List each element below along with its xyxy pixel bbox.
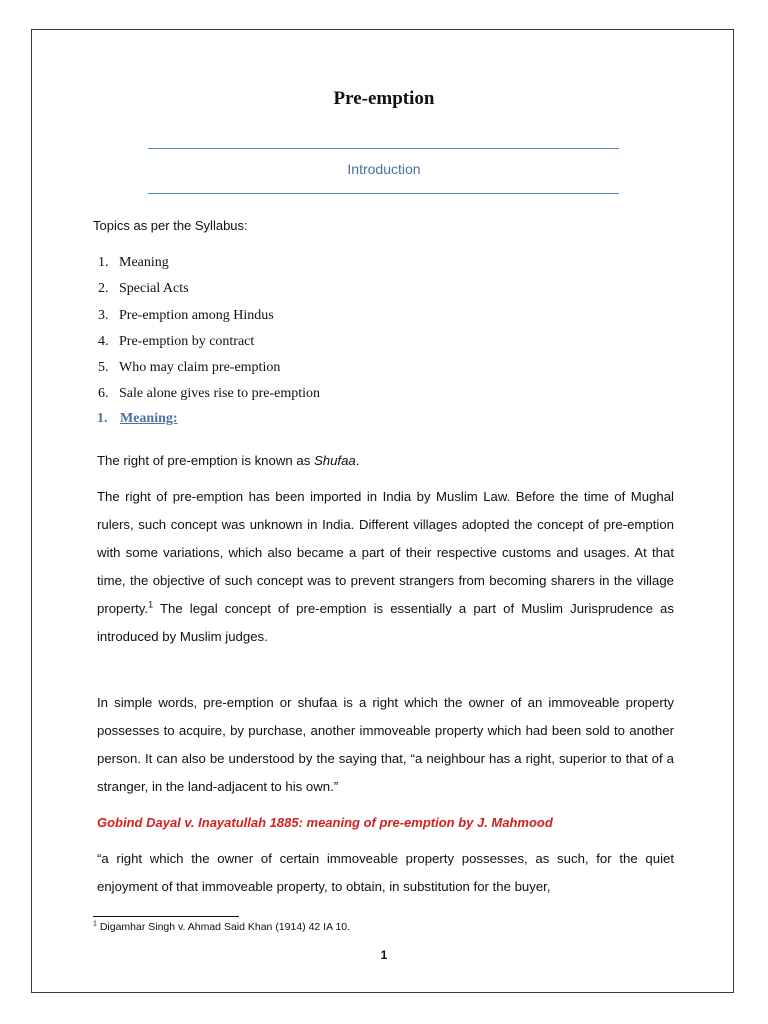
page-number: 1 xyxy=(380,948,388,962)
list-item xyxy=(98,384,320,410)
section-title-link[interactable]: Meaning: xyxy=(120,411,178,426)
paragraph-definition: In simple words, pre-emption or shufaa is a right which the owner of an immoveable property possesses to acquire, by purchase, another immoveable property which had been sold to another person. It can also be understood by the saying that, “a neighbour has a right, superior to that of a stranger, in the land-adjacent to his own.” xyxy=(97,695,674,794)
section-number: 1. xyxy=(97,411,108,426)
list-label: Pre-emption among Hindus xyxy=(119,307,274,323)
topic-list xyxy=(98,253,320,411)
intro-heading: Introduction xyxy=(347,161,421,177)
list-number: 3. xyxy=(98,307,109,323)
paragraph-quote: “a right which the owner of certain immoveable property possesses, as such, for the quiet enjoyment of that immoveable property, to obtain, in substitution for the buyer, xyxy=(97,851,674,894)
list-item xyxy=(98,358,320,384)
list-number: 2. xyxy=(98,281,109,297)
list-number: 6. xyxy=(98,386,109,402)
list-item xyxy=(98,306,320,332)
paragraph-text: The right of pre-emption has been imported in India by Muslim Law. Before the time of Mughal rulers, such concept was unknown in India. Different villages adopted the concept of pre-emption with some variations, which also became a part of their respective customs and usages. At that time, the objective of such concept was to prevent strangers from becoming sharers in the village property. xyxy=(97,489,674,616)
paragraph-shufaa xyxy=(97,447,674,475)
list-number: 1. xyxy=(98,255,109,270)
section-heading-meaning xyxy=(97,411,178,427)
list-number: 5. xyxy=(98,360,109,376)
term-shufaa: Shufaa xyxy=(313,453,356,468)
list-item xyxy=(98,332,320,358)
list-label: Meaning xyxy=(119,255,169,270)
footnote-text: Digamhar Singh v. Ahmad Said Khan (1914) 42 IA 10. xyxy=(96,921,351,933)
intro-rule-bottom xyxy=(148,193,619,194)
paragraph-history xyxy=(97,483,674,651)
list-label: Sale alone gives rise to pre-emption xyxy=(119,386,320,402)
list-number: 4. xyxy=(98,333,109,349)
list-label: Who may claim pre-emption xyxy=(119,360,281,376)
footnote-separator xyxy=(93,916,239,917)
footnote xyxy=(93,921,350,933)
paragraph-text-end: . xyxy=(355,453,360,468)
list-label: Special Acts xyxy=(119,281,189,297)
footnote-reference[interactable]: 1 xyxy=(148,599,154,610)
page-title: Pre-emption xyxy=(333,88,435,109)
list-item xyxy=(98,253,320,279)
intro-rule-top xyxy=(148,148,619,149)
paragraph-text: The right of pre-emption is known as xyxy=(97,453,314,468)
topics-heading: Topics as per the Syllabus: xyxy=(93,218,248,233)
list-label: Pre-emption by contract xyxy=(119,333,255,349)
case-heading: Gobind Dayal v. Inayatullah 1885: meaning of pre-emption by J. Mahmood xyxy=(97,815,553,830)
footnote-number: 1 xyxy=(93,920,97,928)
paragraph-text-continued: The legal concept of pre-emption is essentially a part of Muslim Jurisprudence as introduced by Muslim judges. xyxy=(97,601,674,644)
list-item xyxy=(98,279,320,305)
